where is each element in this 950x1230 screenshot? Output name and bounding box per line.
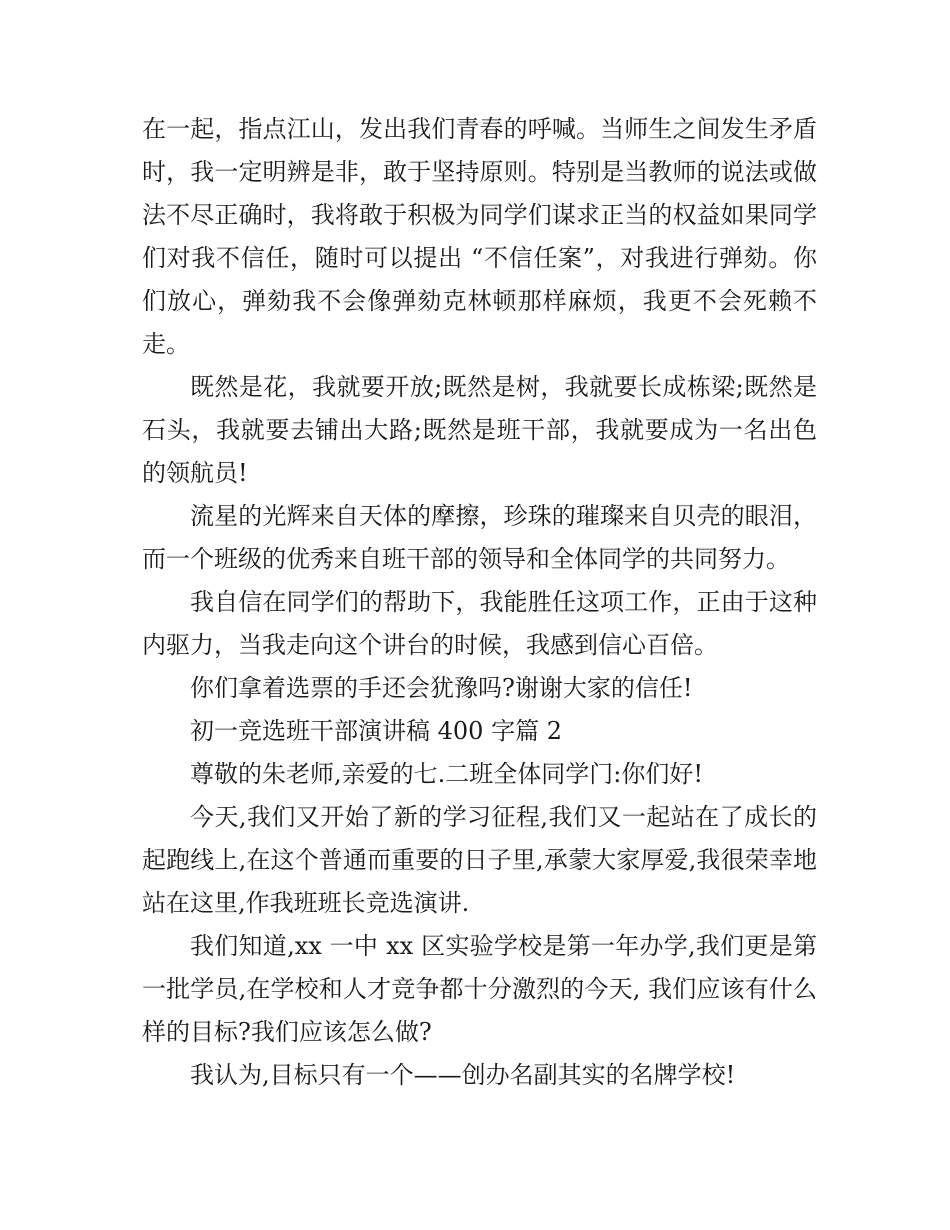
paragraph-continuation: 在一起，指点江山，发出我们青春的呼喊。当师生之间发生矛盾时，我一定明辨是非，敢于坚持原则。特别是当教师的说法或做法不尽正确时，我将敢于积极为同学们谋求正当的权益如果同学们对我不信任，随时可以提出 “不信任案”，对我进行弹劾。你们放心，弹劾我不会像弹劾克林顿那样麻烦，我更不会死赖不走。 bbox=[142, 115, 817, 358]
paragraph-confidence: 我自信在同学们的帮助下，我能胜任这项工作，正由于这种内驱力，当我走向这个讲台的时候，我感到信心百倍。 bbox=[142, 588, 817, 659]
paragraph-goal: 我认为,目标只有一个——创办名副其实的名牌学校! bbox=[190, 1061, 736, 1089]
paragraph-greeting: 尊敬的朱老师,亲爱的七.二班全体同学门:你们好! bbox=[190, 760, 703, 788]
paragraph-today: 今天,我们又开始了新的学习征程,我们又一起站在了成长的起跑线上,在这个普通而重要的日子里,承蒙大家厚爱,我很荣幸地站在这里,作我班班长竞选演讲. bbox=[142, 803, 817, 917]
section-heading: 初一竞选班干部演讲稿 400 字篇 2 bbox=[190, 717, 562, 745]
paragraph-meteor-pearl: 流星的光辉来自天体的摩擦，珍珠的璀璨来自贝壳的眼泪，而一个班级的优秀来自班干部的领导和全体同学的共同努力。 bbox=[142, 502, 817, 573]
paragraph-thanks: 你们拿着选票的手还会犹豫吗?谢谢大家的信任! bbox=[190, 674, 693, 702]
paragraph-school: 我们知道,xx 一中 xx 区实验学校是第一年办学,我们更是第一批学员,在学校和人才竞争都十分激烈的今天, 我们应该有什么样的目标?我们应该怎么做? bbox=[142, 932, 817, 1046]
paragraph-flower-tree: 既然是花，我就要开放;既然是树，我就要长成栋梁;既然是石头，我就要去铺出大路;既然是班干部，我就要成为一名出色的领航员! bbox=[142, 373, 817, 487]
document-page bbox=[142, 108, 817, 1097]
